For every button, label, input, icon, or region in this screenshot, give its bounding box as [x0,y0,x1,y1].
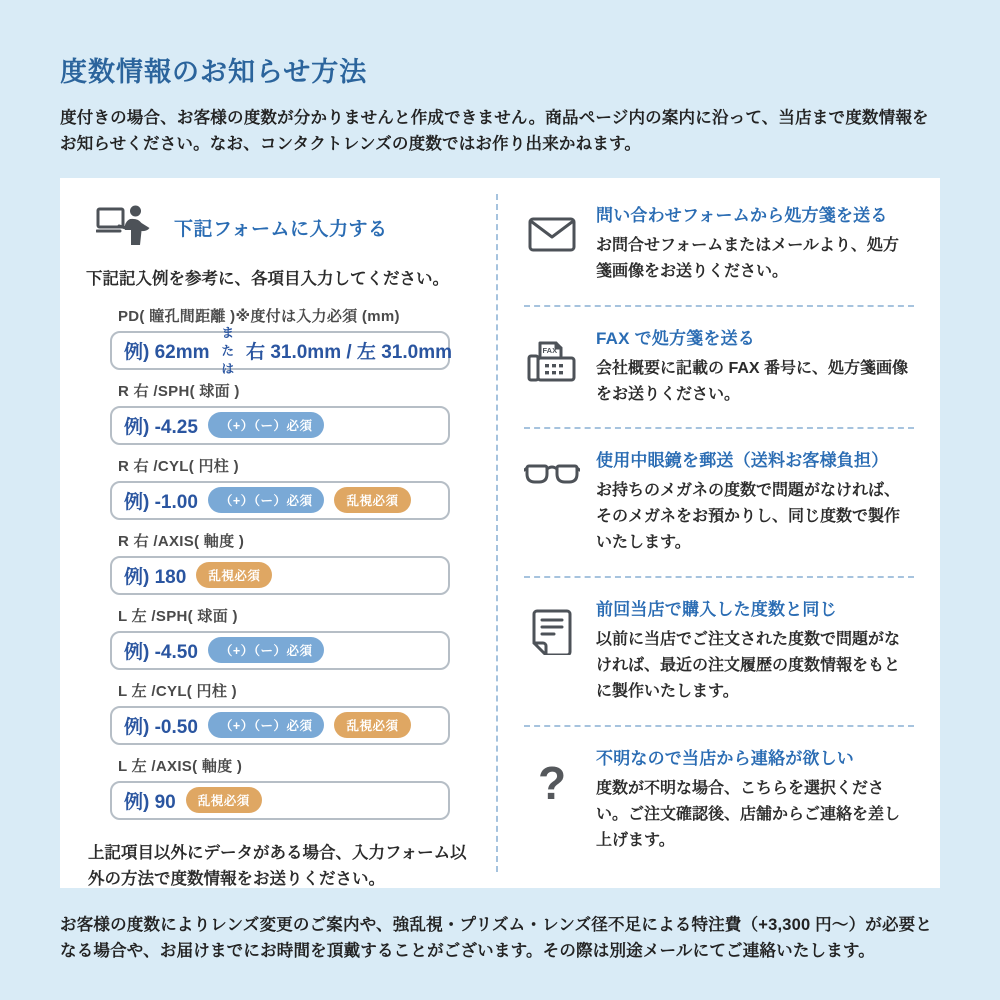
field-value-connector: または [221,326,235,377]
field-label: R 右 /AXIS( 軸度 ) [118,532,245,550]
field-value: 例) -0.50 [124,716,198,738]
method-text [596,201,914,285]
method-title: FAX で処方箋を送る [596,328,755,348]
intro-text: 度付きの場合、お客様の度数が分かりませんと作成できません。商品ページ内の案内に沿って、当店まで度数情報をお知らせください。なお、コンタクトレンズの度数ではお作り出来かねます。 [60,109,929,154]
field-example-box [110,481,450,520]
field-l-cyl [110,680,498,745]
footer-note: お客様の度数によりレンズ変更のご案内や、強乱視・プリズム・レンズ径不足による特注費（+3,300 円〜）が必要となる場合や、お届けまでにお時間を頂戴することがございます。その際は別途メールにてご連絡いたします。 [60,915,933,961]
form-subheading: 下記記入例を参考に、各項目入力してください。 [86,269,449,288]
field-value: 例) -1.00 [124,491,198,513]
method-contact-me [524,727,914,874]
field-example-box [110,781,450,820]
method-mail-glasses [524,429,914,578]
astigmatism-required-badge: 乱視必須 [196,562,272,588]
prescription-methods-card [60,178,940,888]
method-title: 不明なので当店から連絡が欲しい [596,748,854,768]
field-example-box [110,406,450,445]
form-header [96,204,498,251]
field-label: R 右 /CYL( 円柱 ) [118,457,239,475]
field-label: R 右 /SPH( 球面 ) [118,382,240,400]
field-example-box [110,631,450,670]
astigmatism-required-badge: 乱視必須 [334,712,410,738]
field-r-cyl [110,455,498,520]
field-example-box [110,326,452,377]
svg-text:FAX: FAX [542,345,558,355]
field-value: 例) -4.50 [124,641,198,663]
field-label: L 左 /SPH( 球面 ) [118,607,238,625]
glasses-icon [524,446,580,556]
method-body: お持ちのメガネの度数で問題がなければ、そのメガネをお預かりし、同じ度数で製作いたします。 [596,482,901,552]
method-body: 以前に当店でご注文された度数で問題がなければ、最近の注文履歴の度数情報をもとに製作いたします。 [596,631,901,700]
method-text [596,744,914,854]
question-icon: ? [537,756,567,809]
plus-minus-required-badge: （+）（ー）必須 [208,487,325,513]
field-value: 例) 180 [124,566,187,588]
field-value: 例) 90 [124,791,176,813]
form-note: 上記項目以外にデータがある場合、入力フォーム以外の方法で度数情報をお送りください。 [88,843,467,889]
field-label: PD( 瞳孔間距離 )※度付は入力必須 (mm) [118,307,400,325]
fax-icon [524,324,580,408]
field-value: 例) 62mm [124,341,210,363]
field-l-sph [110,605,498,670]
field-l-axis [110,755,498,820]
method-text [596,595,914,705]
method-title: 前回当店で購入した度数と同じ [596,600,837,620]
plus-minus-required-badge: （+）（ー）必須 [208,712,325,738]
method-fax [524,307,914,430]
field-example-box [110,556,450,595]
document-icon [524,595,580,705]
method-text [596,324,914,408]
field-r-axis [110,530,498,595]
method-body: お問合せフォームまたはメールより、処方箋画像をお送りください。 [596,236,899,280]
method-previous-order [524,578,914,727]
field-example-box [110,706,450,745]
plus-minus-required-badge: （+）（ー）必須 [208,412,325,438]
field-label: L 左 /AXIS( 軸度 ) [118,757,243,775]
astigmatism-required-badge: 乱視必須 [334,487,410,513]
method-text [596,446,914,556]
form-example-column [60,178,498,888]
field-pd [110,305,498,377]
field-r-sph [110,380,498,445]
field-label: L 左 /CYL( 円柱 ) [118,682,237,700]
methods-column [498,178,940,888]
method-title: 問い合わせフォームから処方箋を送る [596,205,888,225]
page-title: 度数情報のお知らせ方法 [60,57,368,87]
astigmatism-required-badge: 乱視必須 [186,787,262,813]
field-value: 例) -4.25 [124,416,198,438]
method-contact-form [524,184,914,307]
method-body: 度数が不明な場合、こちらを選択ください。ご注文確認後、店舗からご連絡を差し上げます。 [596,779,901,849]
form-input-icon [96,204,150,251]
envelope-icon [524,201,580,285]
method-body: 会社概要に記載の FAX 番号に、処方箋画像をお送りください。 [596,359,909,403]
form-heading: 下記フォームに入力する [174,218,388,240]
plus-minus-required-badge: （+）（ー）必須 [208,637,325,663]
method-title: 使用中眼鏡を郵送（送料お客様負担） [596,451,889,471]
field-value-tail: 右 31.0mm / 左 31.0mm [246,341,452,363]
